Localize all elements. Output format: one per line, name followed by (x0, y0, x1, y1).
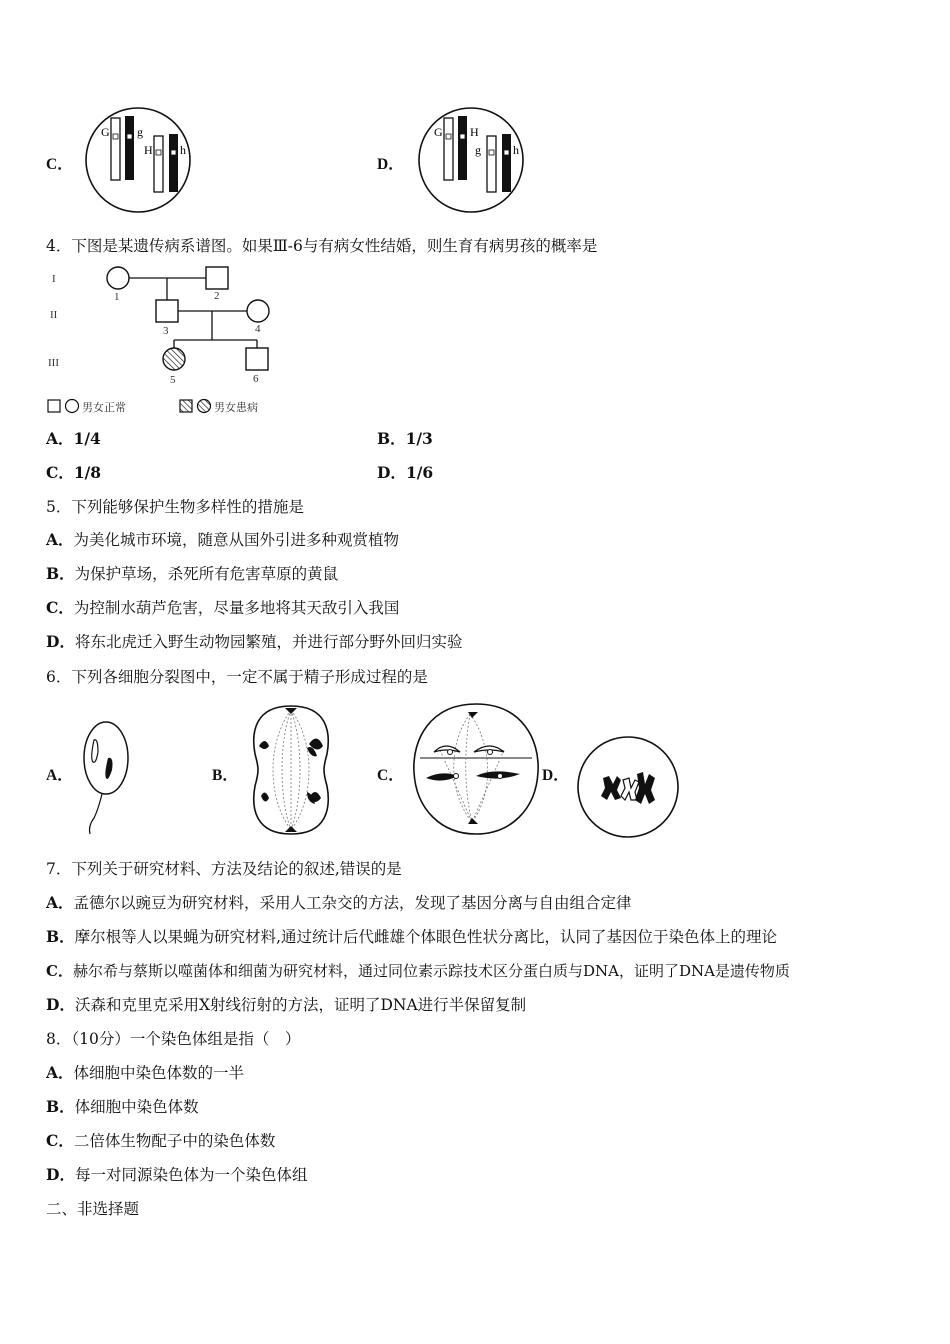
q6-option-b-label: B． (212, 767, 238, 784)
individual-id: 1 (114, 291, 120, 303)
q6-option-a-figure (80, 718, 132, 836)
q7-option-c[interactable]: C．赫尔希与蔡斯以噬菌体和细菌为研究材料，通过同位素示踪技术区分蛋白质与DNA，证明了DNA是遗传物质 (46, 962, 790, 980)
legend-affected-female (198, 400, 211, 413)
individual-id: 4 (255, 323, 261, 335)
q6-option-d-figure (575, 734, 681, 840)
gene-label: H (144, 143, 153, 157)
q4-option-c[interactable]: C．1/8 (46, 463, 102, 482)
individual-4-female (247, 300, 269, 322)
individual-id: 5 (170, 374, 176, 386)
gene-label: h (513, 143, 519, 157)
q8-option-c[interactable]: C．二倍体生物配子中的染色体数 (46, 1131, 276, 1150)
individual-2-male (206, 267, 228, 289)
gene-label: H (470, 125, 479, 139)
q8-option-a[interactable]: A．体细胞中染色体数的一半 (46, 1063, 245, 1082)
legend-normal-text: 男女正常 (82, 402, 126, 414)
q6-option-d-label: D． (542, 767, 569, 784)
q8-stem: 8．（10分）一个染色体组是指（ ） (46, 1030, 301, 1048)
q7-option-a[interactable]: A．孟德尔以豌豆为研究材料，采用人工杂交的方法，发现了基因分离与自由组合定律 (46, 893, 632, 912)
generation-label: III (48, 357, 59, 369)
q6-option-b-figure (245, 702, 337, 838)
q4-option-b[interactable]: B．1/3 (377, 429, 433, 448)
individual-id: 2 (214, 290, 220, 302)
q3-option-d-figure (411, 104, 531, 216)
q4-option-d[interactable]: D．1/6 (377, 463, 434, 482)
individual-3-male (156, 300, 178, 322)
gene-label: G (101, 125, 110, 139)
legend-normal-male (48, 400, 60, 412)
q7-option-b[interactable]: B．摩尔根等人以果蝇为研究材料,通过统计后代雌雄个体眼色性状分离比，认同了基因位于染色体上的理论 (46, 927, 778, 946)
q5-option-a[interactable]: A．为美化城市环境，随意从国外引进多种观赏植物 (46, 530, 400, 549)
q8-option-b[interactable]: B．体细胞中染色体数 (46, 1097, 199, 1116)
section-2-heading: 二、非选择题 (46, 1200, 140, 1218)
q5-stem: 5．下列能够保护生物多样性的措施是 (46, 498, 304, 516)
q3-option-d-label: D． (377, 156, 404, 173)
gene-label: g (475, 143, 481, 157)
q4-pedigree-chart (44, 262, 314, 420)
gene-label: h (180, 143, 186, 157)
legend-affected-text: 男女患病 (214, 402, 258, 414)
individual-id: 3 (163, 325, 169, 337)
individual-6-male (246, 348, 268, 370)
q5-option-d[interactable]: D．将东北虎迁入野生动物园繁殖，并进行部分野外回归实验 (46, 632, 463, 651)
individual-1-female (107, 267, 129, 289)
q5-option-b[interactable]: B．为保护草场，杀死所有危害草原的黄鼠 (46, 564, 339, 583)
generation-label: II (50, 309, 58, 321)
q8-option-d[interactable]: D．每一对同源染色体为一个染色体组 (46, 1165, 308, 1184)
gene-label: g (137, 125, 143, 139)
q6-option-c-figure (410, 700, 542, 838)
generation-label: I (52, 273, 56, 285)
q3-option-c-figure (78, 104, 198, 216)
q3-option-c-label: C． (46, 156, 73, 173)
legend-affected-male (180, 400, 192, 412)
gene-label: G (434, 125, 443, 139)
q4-stem: 4．下图是某遗传病系谱图。如果Ⅲ-6与有病女性结婚，则生育有病男孩的概率是 (46, 237, 598, 255)
individual-5-affected-female (163, 348, 185, 370)
q7-stem: 7．下列关于研究材料、方法及结论的叙述,错误的是 (46, 860, 402, 878)
q6-stem: 6．下列各细胞分裂图中，一定不属于精子形成过程的是 (46, 668, 428, 686)
q7-option-d[interactable]: D．沃森和克里克采用X射线衍射的方法，证明了DNA进行半保留复制 (46, 995, 527, 1014)
q5-option-c[interactable]: C．为控制水葫芦危害，尽量多地将其天敌引入我国 (46, 598, 400, 617)
individual-id: 6 (253, 373, 259, 385)
q6-option-a-label: A． (46, 767, 73, 784)
q4-option-a[interactable]: A．1/4 (46, 429, 101, 448)
legend-normal-female (66, 400, 79, 413)
q6-option-c-label: C． (377, 767, 404, 784)
